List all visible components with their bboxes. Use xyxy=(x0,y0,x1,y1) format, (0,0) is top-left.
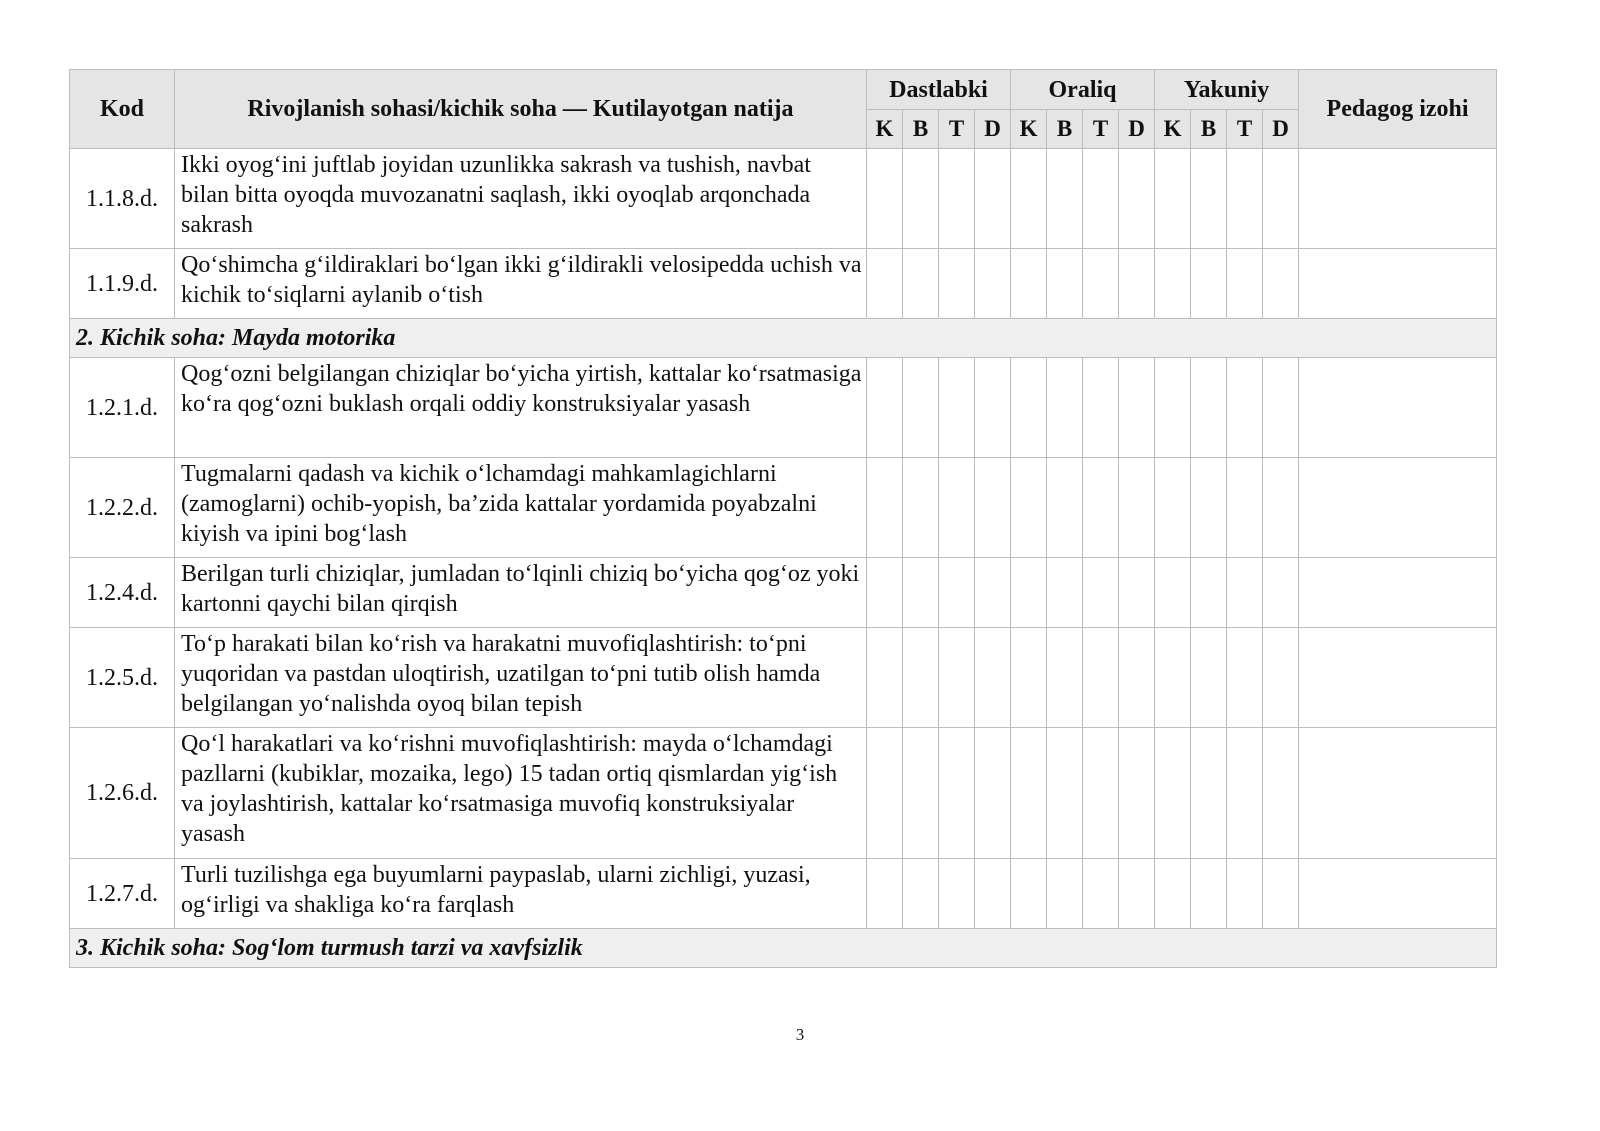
score-cell[interactable] xyxy=(975,149,1011,249)
score-cell[interactable] xyxy=(867,859,903,929)
comment-cell[interactable] xyxy=(1299,558,1497,628)
section-row xyxy=(70,319,1497,358)
sub-t: T xyxy=(1083,110,1119,149)
score-cell[interactable] xyxy=(975,249,1011,319)
score-cell[interactable] xyxy=(1263,728,1299,859)
sub-b: B xyxy=(1191,110,1227,149)
row-outcome: Ikki oyog‘ini juftlab joyidan uzunlikka sakrash va tushish, navbat bilan bitta oyoqda muvozanatni saqlash, ikki oyoqlab arqonchada sakrash xyxy=(175,149,867,249)
score-cell[interactable] xyxy=(1119,728,1155,859)
score-cell[interactable] xyxy=(1083,149,1119,249)
score-cell[interactable] xyxy=(1011,628,1047,728)
sub-t: T xyxy=(1227,110,1263,149)
score-cell[interactable] xyxy=(939,249,975,319)
score-cell[interactable] xyxy=(1083,358,1119,458)
score-cell[interactable] xyxy=(1191,149,1227,249)
score-cell[interactable] xyxy=(1227,149,1263,249)
sub-k: K xyxy=(1011,110,1047,149)
score-cell[interactable] xyxy=(1155,358,1191,458)
score-cell[interactable] xyxy=(867,458,903,558)
header-comment: Pedagog izohi xyxy=(1299,70,1497,149)
score-cell[interactable] xyxy=(867,358,903,458)
comment-cell[interactable] xyxy=(1299,859,1497,929)
sub-t: T xyxy=(939,110,975,149)
sub-d: D xyxy=(1119,110,1155,149)
header-period-dastlabki: Dastlabki xyxy=(867,70,1011,110)
section-title: 3. Kichik soha: Sog‘lom turmush tarzi va xavfsizlik xyxy=(70,929,1497,968)
score-cell[interactable] xyxy=(975,558,1011,628)
score-cell[interactable] xyxy=(1011,558,1047,628)
score-cell[interactable] xyxy=(1047,249,1083,319)
score-cell[interactable] xyxy=(1011,458,1047,558)
score-cell[interactable] xyxy=(1155,628,1191,728)
score-cell[interactable] xyxy=(939,149,975,249)
row-outcome: Qog‘ozni belgilangan chiziqlar bo‘yicha yirtish, kattalar ko‘rsatmasiga ko‘ra qog‘ozni buklash orqali oddiy konstruksiyalar yasash xyxy=(175,358,867,458)
score-cell[interactable] xyxy=(1047,149,1083,249)
comment-cell[interactable] xyxy=(1299,728,1497,859)
score-cell[interactable] xyxy=(1263,859,1299,929)
score-cell[interactable] xyxy=(1191,558,1227,628)
table-row xyxy=(70,728,1497,859)
table-row xyxy=(70,458,1497,558)
score-cell[interactable] xyxy=(1155,558,1191,628)
score-cell[interactable] xyxy=(867,249,903,319)
score-cell[interactable] xyxy=(903,558,939,628)
row-outcome: Qo‘shimcha g‘ildiraklari bo‘lgan ikki g‘ildirakli velosipedda uchish va kichik to‘siqlarni aylanib o‘tish xyxy=(175,249,867,319)
table-row xyxy=(70,249,1497,319)
row-outcome: Berilgan turli chiziqlar, jumladan to‘lqinli chiziq bo‘yicha qog‘oz yoki kartonni qaychi bilan qirqish xyxy=(175,558,867,628)
header-period-yakuniy: Yakuniy xyxy=(1155,70,1299,110)
header-kod: Kod xyxy=(70,70,175,149)
score-cell[interactable] xyxy=(867,628,903,728)
row-outcome: Turli tuzilishga ega buyumlarni paypaslab, ularni zichligi, yuzasi, og‘irligi va shakliga ko‘ra farqlash xyxy=(175,859,867,929)
header-title: Rivojlanish sohasi/kichik soha — Kutilayotgan natija xyxy=(175,70,867,149)
score-cell[interactable] xyxy=(1155,249,1191,319)
score-cell[interactable] xyxy=(903,859,939,929)
score-cell[interactable] xyxy=(939,458,975,558)
score-cell[interactable] xyxy=(1263,558,1299,628)
comment-cell[interactable] xyxy=(1299,458,1497,558)
score-cell[interactable] xyxy=(903,249,939,319)
sub-d: D xyxy=(1263,110,1299,149)
score-cell[interactable] xyxy=(903,149,939,249)
score-cell[interactable] xyxy=(1191,628,1227,728)
score-cell[interactable] xyxy=(867,728,903,859)
row-code: 1.2.2.d. xyxy=(70,458,175,558)
score-cell[interactable] xyxy=(1083,249,1119,319)
section-row xyxy=(70,929,1497,968)
score-cell[interactable] xyxy=(1263,458,1299,558)
row-code: 1.2.1.d. xyxy=(70,358,175,458)
score-cell[interactable] xyxy=(1227,458,1263,558)
row-code: 1.2.5.d. xyxy=(70,628,175,728)
header-row-top xyxy=(70,70,1497,110)
score-cell[interactable] xyxy=(1227,358,1263,458)
score-cell[interactable] xyxy=(1119,628,1155,728)
score-cell[interactable] xyxy=(1083,859,1119,929)
assessment-table xyxy=(69,69,1497,968)
score-cell[interactable] xyxy=(1011,728,1047,859)
score-cell[interactable] xyxy=(1155,728,1191,859)
score-cell[interactable] xyxy=(1263,628,1299,728)
row-outcome: To‘p harakati bilan ko‘rish va harakatni muvofiqlashtirish: to‘pni yuqoridan va pastdan uloqtirish, uzatilgan to‘pni tutib olish hamda belgilangan yo‘nalishda oyoq bilan tepish xyxy=(175,628,867,728)
score-cell[interactable] xyxy=(1155,149,1191,249)
sub-k: K xyxy=(867,110,903,149)
score-cell[interactable] xyxy=(939,628,975,728)
score-cell[interactable] xyxy=(939,558,975,628)
score-cell[interactable] xyxy=(1047,628,1083,728)
comment-cell[interactable] xyxy=(1299,358,1497,458)
score-cell[interactable] xyxy=(1263,249,1299,319)
sub-d: D xyxy=(975,110,1011,149)
score-cell[interactable] xyxy=(1047,358,1083,458)
score-cell[interactable] xyxy=(1083,458,1119,558)
sub-b: B xyxy=(1047,110,1083,149)
score-cell[interactable] xyxy=(1119,558,1155,628)
score-cell[interactable] xyxy=(1011,249,1047,319)
sub-b: B xyxy=(903,110,939,149)
score-cell[interactable] xyxy=(1191,859,1227,929)
score-cell[interactable] xyxy=(1083,728,1119,859)
score-cell[interactable] xyxy=(1119,249,1155,319)
score-cell[interactable] xyxy=(1047,728,1083,859)
comment-cell[interactable] xyxy=(1299,149,1497,249)
score-cell[interactable] xyxy=(903,358,939,458)
score-cell[interactable] xyxy=(975,358,1011,458)
score-cell[interactable] xyxy=(903,628,939,728)
score-cell[interactable] xyxy=(1011,859,1047,929)
table-row xyxy=(70,628,1497,728)
table-row xyxy=(70,859,1497,929)
score-cell[interactable] xyxy=(903,458,939,558)
row-code: 1.1.8.d. xyxy=(70,149,175,249)
comment-cell[interactable] xyxy=(1299,249,1497,319)
row-outcome: Qo‘l harakatlari va ko‘rishni muvofiqlashtirish: mayda o‘lchamdagi pazllarni (kubiklar, mozaika, lego) 15 tadan ortiq qismlardan yig‘ish va joylashtirish, kattalar ko‘rsatmasiga muvofiq konstruksiyalar yasash xyxy=(175,728,867,859)
score-cell[interactable] xyxy=(1119,149,1155,249)
score-cell[interactable] xyxy=(975,728,1011,859)
score-cell[interactable] xyxy=(1047,458,1083,558)
score-cell[interactable] xyxy=(1155,458,1191,558)
score-cell[interactable] xyxy=(903,728,939,859)
score-cell[interactable] xyxy=(867,558,903,628)
score-cell[interactable] xyxy=(1083,558,1119,628)
score-cell[interactable] xyxy=(1263,358,1299,458)
table-row xyxy=(70,149,1497,249)
score-cell[interactable] xyxy=(1227,558,1263,628)
score-cell[interactable] xyxy=(1227,628,1263,728)
score-cell[interactable] xyxy=(1227,249,1263,319)
score-cell[interactable] xyxy=(939,358,975,458)
page-number: 3 xyxy=(795,1025,805,1044)
score-cell[interactable] xyxy=(975,458,1011,558)
score-cell[interactable] xyxy=(1227,859,1263,929)
score-cell[interactable] xyxy=(975,628,1011,728)
score-cell[interactable] xyxy=(1155,859,1191,929)
score-cell[interactable] xyxy=(1047,859,1083,929)
score-cell[interactable] xyxy=(1083,628,1119,728)
header-period-oraliq: Oraliq xyxy=(1011,70,1155,110)
score-cell[interactable] xyxy=(1227,728,1263,859)
score-cell[interactable] xyxy=(1263,149,1299,249)
score-cell[interactable] xyxy=(939,728,975,859)
table-row xyxy=(70,558,1497,628)
score-cell[interactable] xyxy=(1119,358,1155,458)
row-code: 1.2.4.d. xyxy=(70,558,175,628)
score-cell[interactable] xyxy=(1011,149,1047,249)
sub-k: K xyxy=(1155,110,1191,149)
row-code: 1.1.9.d. xyxy=(70,249,175,319)
score-cell[interactable] xyxy=(1191,458,1227,558)
score-cell[interactable] xyxy=(1047,558,1083,628)
score-cell[interactable] xyxy=(1191,358,1227,458)
score-cell[interactable] xyxy=(1191,249,1227,319)
row-code: 1.2.7.d. xyxy=(70,859,175,929)
score-cell[interactable] xyxy=(939,859,975,929)
table-row xyxy=(70,358,1497,458)
score-cell[interactable] xyxy=(975,859,1011,929)
section-title: 2. Kichik soha: Mayda motorika xyxy=(70,319,1497,358)
comment-cell[interactable] xyxy=(1299,628,1497,728)
score-cell[interactable] xyxy=(1191,728,1227,859)
row-outcome: Tugmalarni qadash va kichik o‘lchamdagi mahkamlagichlarni (zamoglarni) ochib-yopish, ba’zida kattalar yordamida poyabzalni kiyish va ipini bog‘lash xyxy=(175,458,867,558)
row-code: 1.2.6.d. xyxy=(70,728,175,859)
score-cell[interactable] xyxy=(1011,358,1047,458)
score-cell[interactable] xyxy=(1119,458,1155,558)
score-cell[interactable] xyxy=(867,149,903,249)
score-cell[interactable] xyxy=(1119,859,1155,929)
